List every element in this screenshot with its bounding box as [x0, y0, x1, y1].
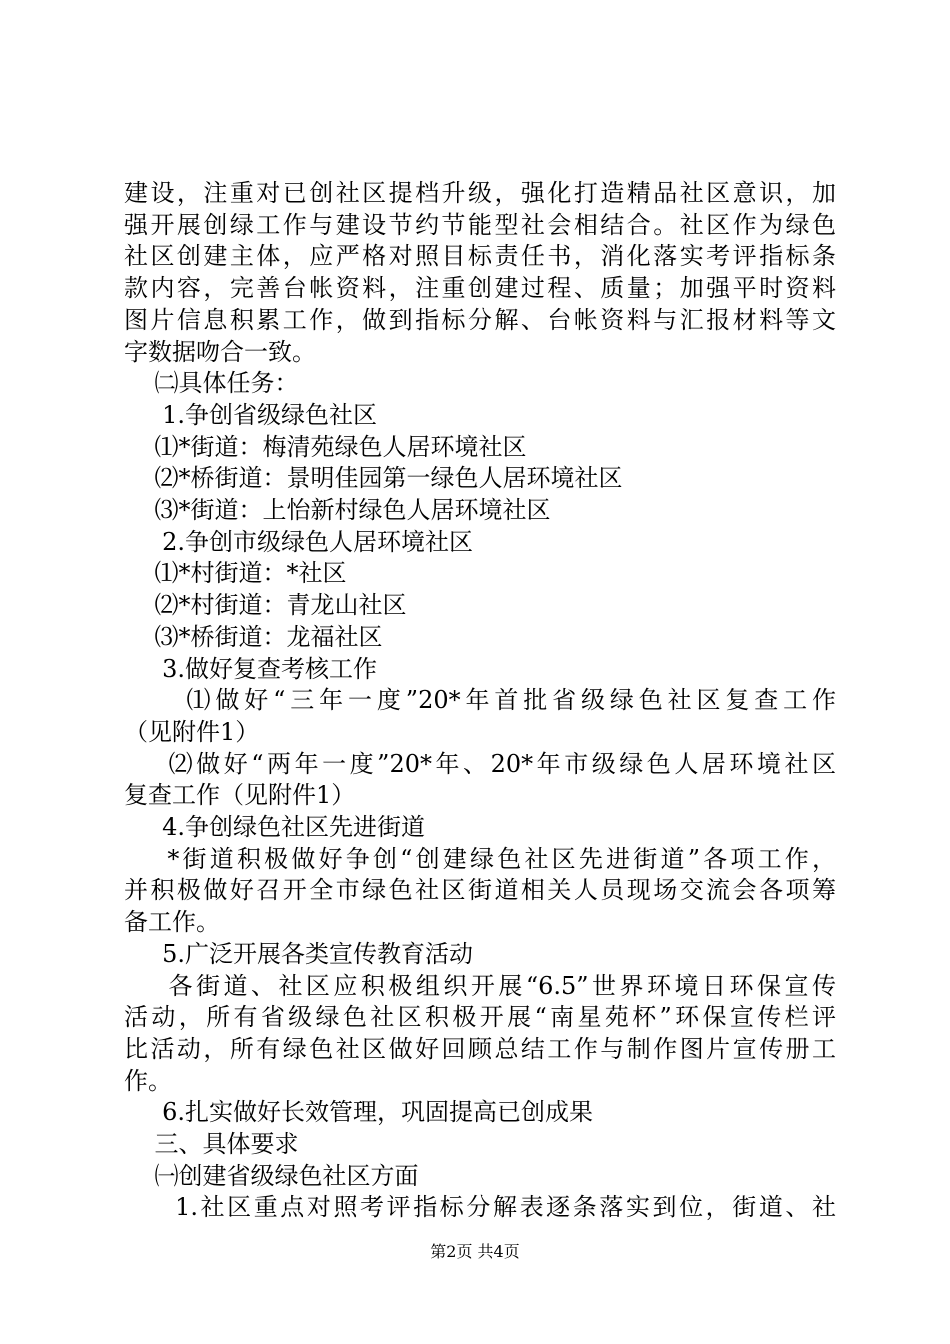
- text-line: ㈠创建省级绿色社区方面: [124, 1161, 419, 1190]
- text-line: 3.做好复查考核工作: [124, 654, 378, 683]
- text-line: ⑶*街道：上怡新村绿色人居环境社区: [124, 496, 551, 524]
- text-line: 6.扎实做好长效管理，巩固提高已创成果: [124, 1098, 594, 1127]
- text-line: （见附件1）: [124, 717, 260, 746]
- text-line: ⑴*街道：梅清苑绿色人居环境社区: [124, 432, 527, 461]
- text-line: ⑵*村街道：青龙山社区: [124, 591, 407, 620]
- text-line: 活动，所有省级绿色社区积极开展“南星苑杯”环保宣传栏评: [124, 1003, 836, 1032]
- text-line: 5.广泛开展各类宣传教育活动: [124, 939, 474, 968]
- text-line: ⑴做好“三年一度”20*年首批省级绿色社区复查工作: [124, 686, 836, 715]
- text-line: 1.争创省级绿色社区: [124, 400, 378, 429]
- text-line: 图片信息积累工作，做到指标分解、台帐资料与汇报材料等文: [124, 305, 836, 334]
- text-line: 字数据吻合一致。: [124, 337, 316, 366]
- page-footer: 第2页 共4页: [430, 1242, 520, 1261]
- text-line: 备工作。: [124, 908, 220, 937]
- text-line: 比活动，所有绿色社区做好回顾总结工作与制作图片宣传册工: [124, 1034, 836, 1063]
- text-line: 社区创建主体，应严格对照目标责任书，消化落实考评指标条: [124, 242, 836, 271]
- text-line: 款内容，完善台帐资料，注重创建过程、质量；加强平时资料: [124, 274, 836, 303]
- text-line: 建设，注重对已创社区提档升级，强化打造精品社区意识，加: [124, 179, 836, 207]
- text-line: 复查工作（见附件1）: [124, 781, 356, 810]
- text-line: 强开展创绿工作与建设节约节能型社会相结合。社区作为绿色: [124, 210, 836, 239]
- text-line: 2.争创市级绿色人居环境社区: [124, 527, 474, 556]
- text-line: 作。: [124, 1066, 172, 1095]
- text-line: 4.争创绿色社区先进街道: [124, 813, 426, 841]
- text-line: 1.社区重点对照考评指标分解表逐条落实到位，街道、社: [124, 1193, 836, 1222]
- text-line: ⑵*桥街道：景明佳园第一绿色人居环境社区: [124, 464, 623, 493]
- text-line: 三、具体要求: [124, 1130, 299, 1158]
- text-line: 各街道、社区应积极组织开展“6.5”世界环境日环保宣传: [124, 971, 836, 1000]
- text-line: ㈡具体任务：: [124, 369, 299, 398]
- text-line: ⑶*桥街道：龙福社区: [124, 622, 383, 651]
- text-line: *街道积极做好争创“创建绿色社区先进街道”各项工作，: [124, 844, 836, 873]
- text-line: 并积极做好召开全市绿色社区街道相关人员现场交流会各项筹: [124, 876, 836, 905]
- text-line: ⑵做好“两年一度”20*年、20*年市级绿色人居环境社区: [124, 749, 836, 778]
- text-line: ⑴*村街道：*社区: [124, 559, 347, 588]
